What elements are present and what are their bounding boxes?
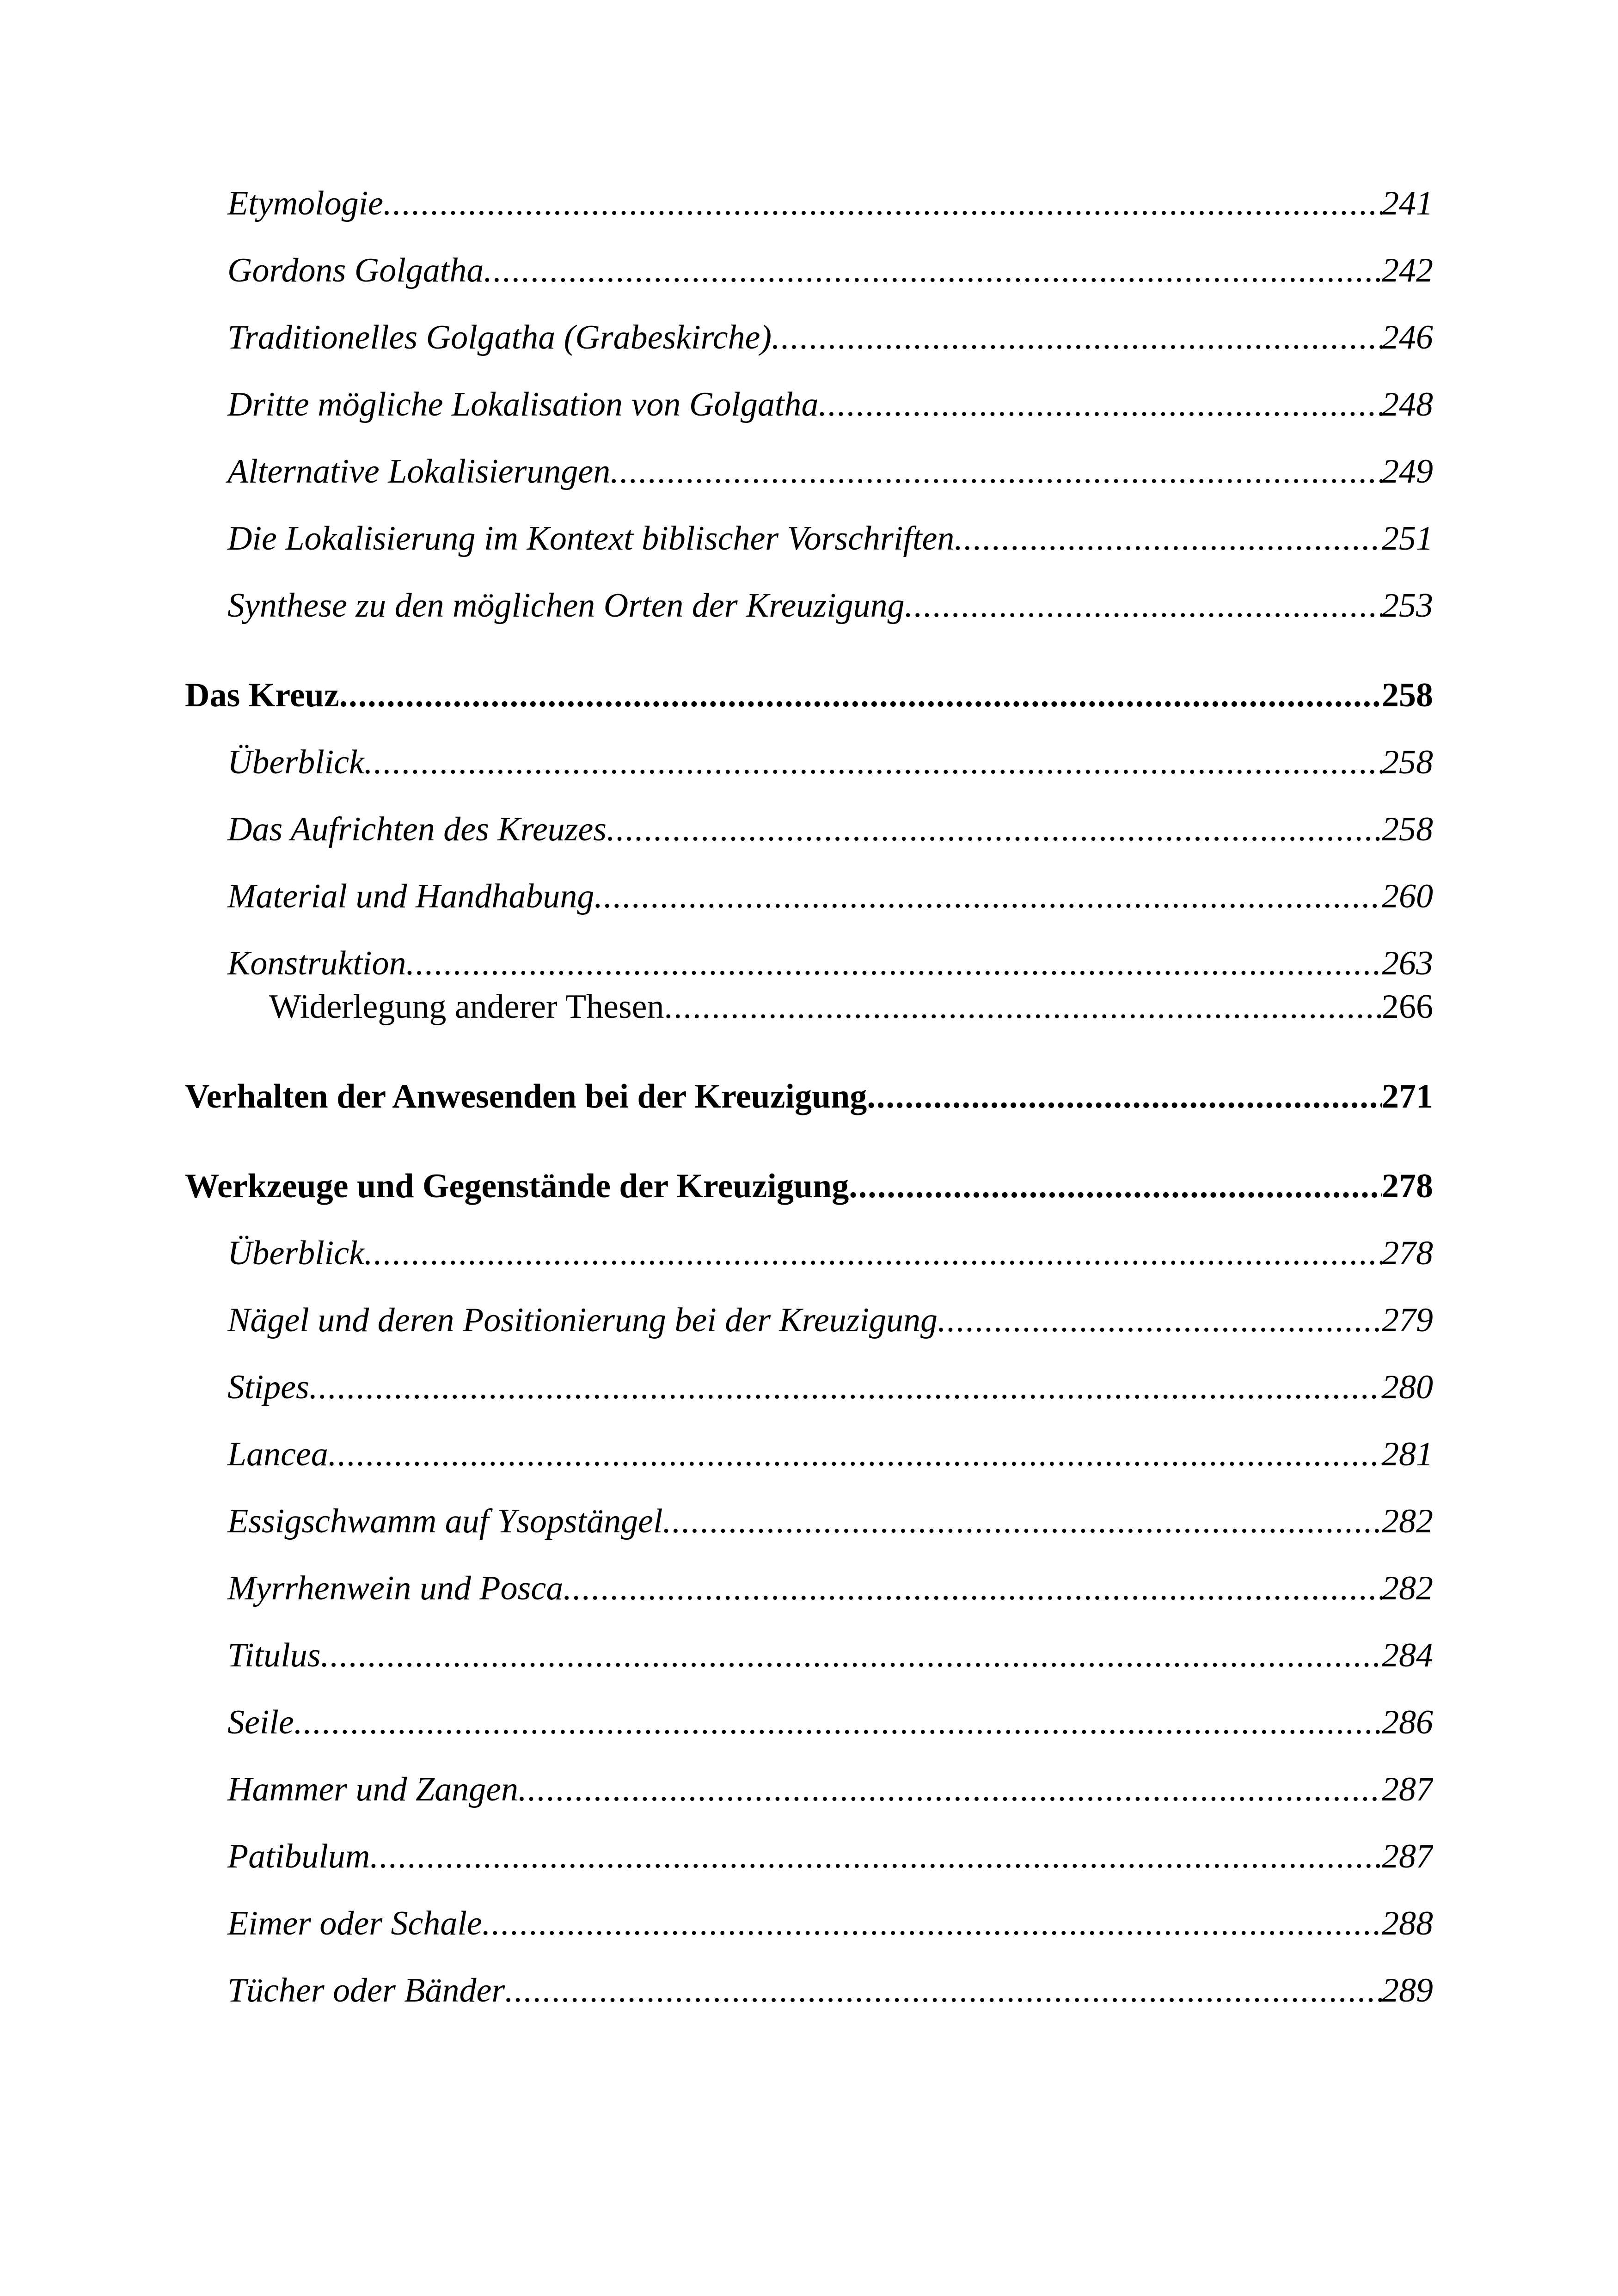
dot-leader xyxy=(954,516,1382,561)
toc-entry-title: Lancea xyxy=(227,1432,328,1476)
toc-entry-title: Eimer oder Schale xyxy=(227,1901,482,1946)
toc-chapter-werkzeuge[interactable] xyxy=(185,1164,1433,1208)
toc-entry-title: Überblick xyxy=(227,740,364,784)
toc-entry-seile[interactable] xyxy=(185,1700,1433,1745)
toc-entry-page: 281 xyxy=(1382,1432,1433,1476)
dot-leader xyxy=(364,1231,1382,1275)
toc-entry-page: 253 xyxy=(1382,583,1433,628)
toc-entry-title: Überblick xyxy=(227,1231,364,1275)
dot-leader xyxy=(370,1834,1382,1879)
toc-entry-page: 284 xyxy=(1382,1633,1433,1678)
toc-entry-page: 258 xyxy=(1382,740,1433,784)
dot-leader xyxy=(328,1432,1382,1476)
toc-entry-page: 280 xyxy=(1382,1365,1433,1409)
toc-entry-title: Alternative Lokalisierungen xyxy=(227,449,610,494)
toc-entry-title: Widerlegung anderer Thesen xyxy=(269,985,664,1029)
toc-entry-tuecher[interactable] xyxy=(185,1968,1433,2013)
toc-entry-naegel[interactable] xyxy=(185,1298,1433,1342)
toc-entry-lancea[interactable] xyxy=(185,1432,1433,1476)
toc-entry-page: 271 xyxy=(1382,1074,1433,1119)
toc-entry-eimer[interactable] xyxy=(185,1901,1433,1946)
toc-entry-title: Verhalten der Anwesenden bei der Kreuzigung xyxy=(185,1074,867,1119)
toc-entry-title: Myrrhenwein und Posca xyxy=(227,1566,563,1610)
toc-entry-page: 282 xyxy=(1382,1566,1433,1610)
toc-entry-title: Hammer und Zangen xyxy=(227,1767,518,1812)
toc-entry-title: Material und Handhabung xyxy=(227,874,594,918)
dot-leader xyxy=(867,1074,1382,1119)
toc-entry-title: Tücher oder Bänder xyxy=(227,1968,505,2013)
toc-entry-page: 278 xyxy=(1382,1164,1433,1208)
dot-leader xyxy=(610,449,1382,494)
toc-entry-page: 287 xyxy=(1382,1767,1433,1812)
toc-entry-title: Etymologie xyxy=(227,181,383,226)
toc-chapter-das-kreuz[interactable] xyxy=(185,673,1433,717)
dot-leader xyxy=(364,740,1382,784)
toc-entry-title: Traditionelles Golgatha (Grabeskirche) xyxy=(227,315,772,360)
toc-entry-synthese[interactable] xyxy=(185,583,1433,628)
toc-entry-page: 287 xyxy=(1382,1834,1433,1879)
toc-entry-material[interactable] xyxy=(185,874,1433,918)
toc-subentry-widerlegung[interactable] xyxy=(185,985,1433,1029)
toc-entry-page: 263 xyxy=(1382,941,1433,986)
toc-entry-ueberblick-werkzeuge[interactable] xyxy=(185,1231,1433,1275)
toc-entry-title: Werkzeuge und Gegenstände der Kreuzigung xyxy=(185,1164,849,1208)
toc-entry-title: Synthese zu den möglichen Orten der Kreuzigung xyxy=(227,583,905,628)
toc-entry-etymologie[interactable] xyxy=(185,181,1433,226)
toc-entry-title: Die Lokalisierung im Kontext biblischer Vorschriften xyxy=(227,516,954,561)
toc-entry-title: Dritte mögliche Lokalisation von Golgatha xyxy=(227,382,818,427)
dot-leader xyxy=(938,1298,1382,1342)
toc-entry-patibulum[interactable] xyxy=(185,1834,1433,1879)
dot-leader xyxy=(339,673,1382,717)
dot-leader xyxy=(664,985,1382,1029)
dot-leader xyxy=(563,1566,1382,1610)
toc-entry-page: 258 xyxy=(1382,807,1433,851)
toc-chapter-verhalten[interactable] xyxy=(185,1074,1433,1119)
toc-entry-title: Das Aufrichten des Kreuzes xyxy=(227,807,607,851)
toc-entry-page: 251 xyxy=(1382,516,1433,561)
toc-entry-hammer[interactable] xyxy=(185,1767,1433,1812)
toc-entry-alternative-lokalisierungen[interactable] xyxy=(185,449,1433,494)
toc-entry-stipes[interactable] xyxy=(185,1365,1433,1409)
dot-leader xyxy=(406,941,1382,986)
dot-leader xyxy=(309,1365,1382,1409)
toc-entry-aufrichten[interactable] xyxy=(185,807,1433,851)
toc-entry-page: 289 xyxy=(1382,1968,1433,2013)
toc-entry-traditionelles-golgatha[interactable] xyxy=(185,315,1433,360)
toc-entry-essigschwamm[interactable] xyxy=(185,1499,1433,1543)
dot-leader xyxy=(663,1499,1382,1543)
toc-entry-page: 241 xyxy=(1382,181,1433,226)
toc-entry-page: 286 xyxy=(1382,1700,1433,1745)
toc-entry-title: Konstruktion xyxy=(227,941,406,986)
toc-entry-title: Stipes xyxy=(227,1365,309,1409)
dot-leader xyxy=(484,248,1382,293)
toc-entry-ueberblick[interactable] xyxy=(185,740,1433,784)
toc-entry-title: Titulus xyxy=(227,1633,321,1678)
dot-leader xyxy=(905,583,1382,628)
toc-entry-title: Seile xyxy=(227,1700,294,1745)
toc-entry-page: 279 xyxy=(1382,1298,1433,1342)
toc-entry-page: 278 xyxy=(1382,1231,1433,1275)
toc-entry-page: 258 xyxy=(1382,673,1433,717)
toc-entry-page: 260 xyxy=(1382,874,1433,918)
toc-entry-lokalisierung-vorschriften[interactable] xyxy=(185,516,1433,561)
toc-entry-page: 249 xyxy=(1382,449,1433,494)
toc-entry-titulus[interactable] xyxy=(185,1633,1433,1678)
dot-leader xyxy=(321,1633,1382,1678)
toc-entry-gordons-golgatha[interactable] xyxy=(185,248,1433,293)
dot-leader xyxy=(607,807,1382,851)
toc-entry-title: Das Kreuz xyxy=(185,673,339,717)
dot-leader xyxy=(518,1767,1382,1812)
toc-entry-konstruktion[interactable] xyxy=(185,941,1433,986)
toc-entry-myrrhenwein[interactable] xyxy=(185,1566,1433,1610)
toc-entry-page: 242 xyxy=(1382,248,1433,293)
toc-entry-dritte-lokalisation[interactable] xyxy=(185,382,1433,427)
table-of-contents xyxy=(185,181,1433,2013)
dot-leader xyxy=(849,1164,1382,1208)
dot-leader xyxy=(482,1901,1382,1946)
toc-entry-page: 248 xyxy=(1382,382,1433,427)
toc-entry-title: Essigschwamm auf Ysopstängel xyxy=(227,1499,663,1543)
dot-leader xyxy=(383,181,1382,226)
dot-leader xyxy=(818,382,1382,427)
toc-entry-page: 266 xyxy=(1382,985,1433,1029)
toc-entry-page: 288 xyxy=(1382,1901,1433,1946)
dot-leader xyxy=(294,1700,1382,1745)
toc-entry-page: 282 xyxy=(1382,1499,1433,1543)
dot-leader xyxy=(772,315,1382,360)
toc-entry-title: Patibulum xyxy=(227,1834,370,1879)
toc-entry-page: 246 xyxy=(1382,315,1433,360)
toc-entry-title: Nägel und deren Positionierung bei der Kreuzigung xyxy=(227,1298,938,1342)
toc-entry-title: Gordons Golgatha xyxy=(227,248,484,293)
dot-leader xyxy=(505,1968,1382,2013)
dot-leader xyxy=(594,874,1382,918)
